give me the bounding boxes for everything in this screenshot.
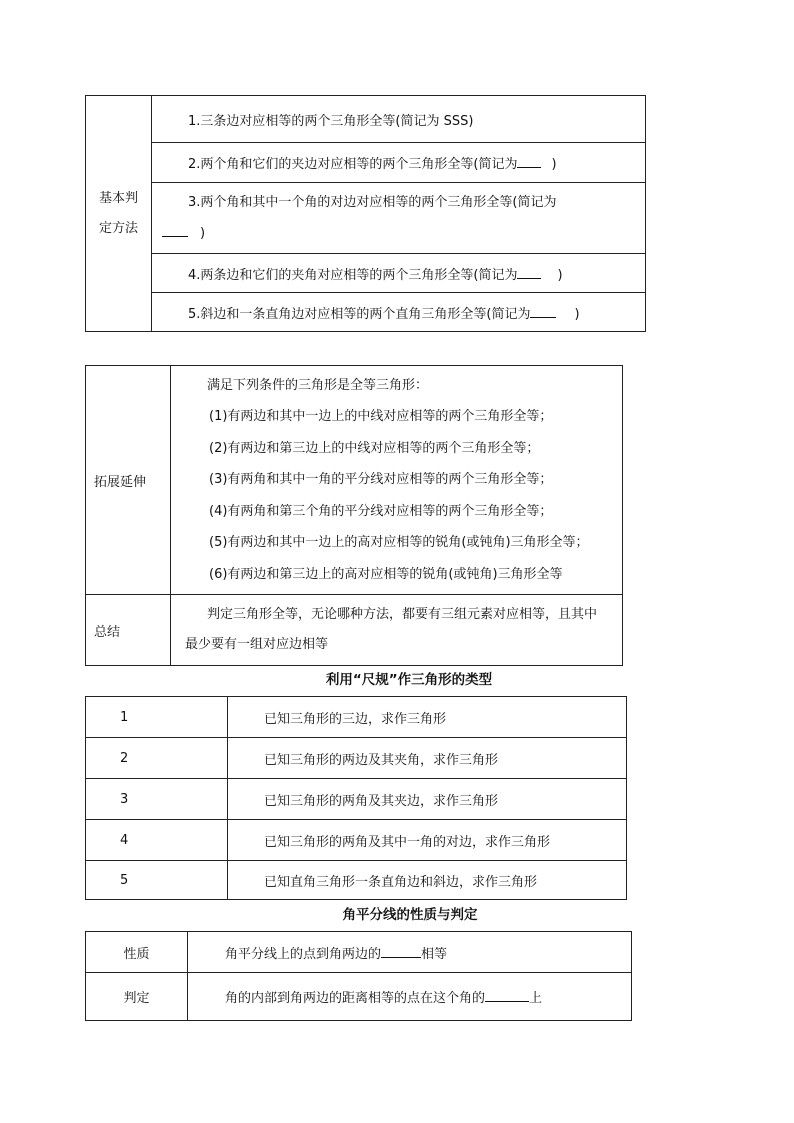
type-number: 1 <box>86 697 228 738</box>
extension-intro: 满足下列条件的三角形是全等三角形： <box>207 378 429 393</box>
property-tail: 相等 <box>421 946 448 962</box>
methods-label-line2: 定方法 <box>98 220 138 236</box>
type-number: 4 <box>86 820 228 861</box>
answer-blank <box>530 305 556 318</box>
method-text: 1.三条边对应相等的两个三角形全等(简记为 SSS) <box>188 113 474 129</box>
extension-item: (4)有两角和第三个角的平分线对应相等的两个三角形全等； <box>209 503 553 519</box>
construction-types-table <box>85 696 627 900</box>
method-row <box>152 96 646 143</box>
method-text: 4.两条边和它们的夹角对应相等的两个三角形全等(简记为 <box>188 267 518 283</box>
property-text: 角平分线上的点到角两边的 <box>225 946 382 962</box>
method-row <box>152 183 646 254</box>
method-row <box>152 254 646 293</box>
extension-item: (2)有两边和第三边上的中线对应相等的两个三角形全等； <box>209 440 540 456</box>
summary-line: 最少要有一组对应边相等 <box>185 637 329 652</box>
type-text: 已知三角形的三边，求作三角形 <box>228 697 627 738</box>
type-text: 已知三角形的两边及其夹角，求作三角形 <box>228 738 627 779</box>
judge-content <box>188 973 632 1021</box>
method-row <box>152 143 646 183</box>
extension-label-cell <box>86 366 171 595</box>
extension-summary-table <box>85 365 623 666</box>
construction-types-title: 利用“尺规”作三角形的类型 <box>325 672 493 688</box>
method-text-tail: ) <box>574 306 580 322</box>
type-number: 3 <box>86 779 228 820</box>
type-text: 已知三角形的两角及其中一角的对边，求作三角形 <box>228 820 627 861</box>
summary-content <box>171 595 623 666</box>
summary-label-cell <box>86 595 171 666</box>
answer-blank <box>517 155 541 168</box>
method-text: 2.两个角和它们的夹边对应相等的两个三角形全等(简记为 <box>188 157 518 172</box>
type-text: 已知三角形的两角及其夹边，求作三角形 <box>228 779 627 820</box>
type-text: 已知直角三角形一条直角边和斜边，求作三角形 <box>228 861 627 900</box>
answer-blank <box>485 989 529 1002</box>
summary-label: 总结 <box>94 624 121 640</box>
answer-blank <box>162 224 188 237</box>
judge-label: 判定 <box>86 973 188 1021</box>
extension-item: (5)有两边和其中一边上的高对应相等的锐角(或钝角)三角形全等； <box>209 535 589 550</box>
angle-bisector-table <box>85 931 632 1021</box>
type-number: 2 <box>86 738 228 779</box>
extension-label: 拓展延伸 <box>94 474 147 490</box>
angle-bisector-title: 角平分线的性质与判定 <box>342 907 478 923</box>
property-label: 性质 <box>86 932 188 973</box>
method-text: 5.斜边和一条直角边对应相等的两个直角三角形全等(简记为 <box>188 306 531 322</box>
method-text-tail: ) <box>557 267 563 283</box>
property-content <box>188 932 632 973</box>
methods-label-line1: 基本判 <box>98 190 138 206</box>
method-text: 3.两个角和其中一个角的对边对应相等的两个三角形全等(简记为 <box>188 195 557 210</box>
answer-blank <box>517 266 541 279</box>
type-number: 5 <box>86 861 228 900</box>
method-row <box>152 293 646 332</box>
extension-content <box>171 366 623 595</box>
extension-item: (6)有两边和第三边上的高对应相等的锐角(或钝角)三角形全等 <box>209 566 563 582</box>
judge-tail: 上 <box>529 991 543 1006</box>
methods-label-cell <box>86 96 152 332</box>
congruence-methods-table <box>85 95 646 332</box>
judge-text: 角的内部到角两边的距离相等的点在这个角的 <box>225 991 486 1006</box>
method-text-tail: ) <box>200 226 206 241</box>
extension-item: (3)有两角和其中一角的平分线对应相等的两个三角形全等； <box>209 472 553 487</box>
method-text-tail: ) <box>551 157 557 172</box>
answer-blank <box>381 945 421 958</box>
summary-line: 判定三角形全等，无论哪种方法，都要有三组元素对应相等，且其中 <box>207 607 598 622</box>
extension-item: (1)有两边和其中一边上的中线对应相等的两个三角形全等； <box>209 409 553 424</box>
